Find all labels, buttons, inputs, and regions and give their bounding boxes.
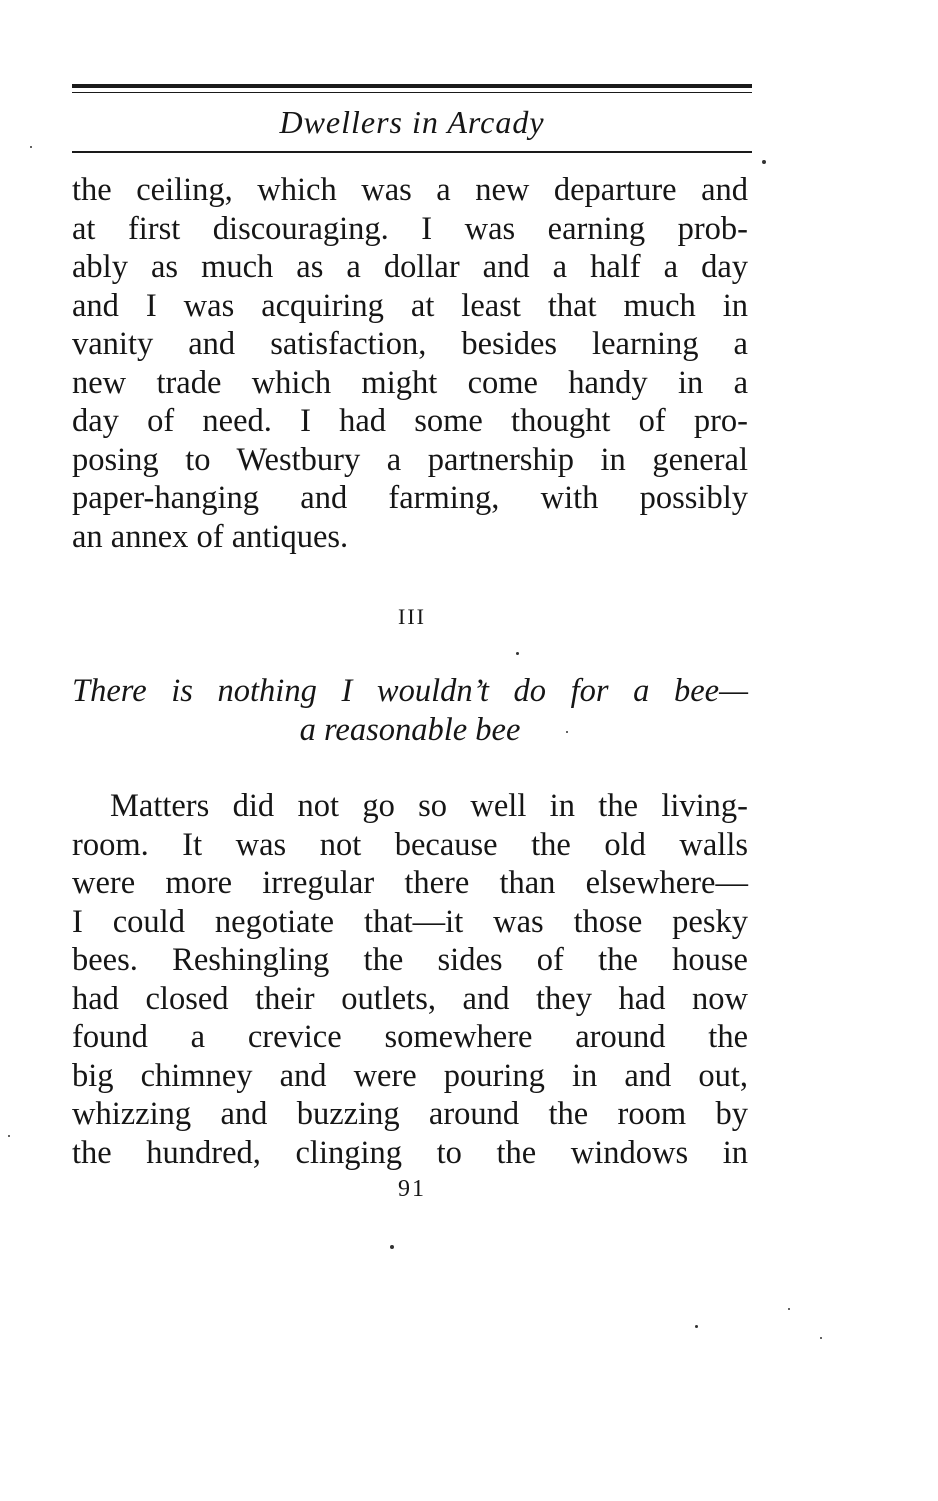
text-line: and I was acquiring at least that much in <box>72 287 748 324</box>
text-line: Matters did not go so well in the living- <box>110 788 748 824</box>
text-line: were more irregular there than elsewhere— <box>72 865 748 901</box>
epigraph-line: a reasonable bee <box>299 711 521 748</box>
text-line: at first discouraging. I was earning prob- <box>72 210 748 247</box>
section-number: III <box>398 604 426 629</box>
scan-speck <box>788 1308 790 1310</box>
text-line: paper-hanging and farming, with possibly <box>72 480 748 516</box>
scan-speck <box>820 1337 822 1339</box>
scan-speck <box>566 731 568 733</box>
header-rule-thick <box>72 84 752 88</box>
text-line: vanity and satisfaction, besides learning a <box>72 326 748 362</box>
text-line: the ceiling, which was a new departure and <box>72 172 748 208</box>
text-line: big chimney and were pouring in and out, <box>72 1057 748 1094</box>
header-rule-thin <box>72 92 752 93</box>
scan-speck <box>762 160 766 164</box>
epigraph-line: There is nothing I wouldn’t do for a bee— <box>72 673 748 709</box>
scan-speck <box>516 652 519 655</box>
scan-speck <box>390 1245 394 1249</box>
paragraph-2 <box>72 787 748 1172</box>
scan-speck <box>30 146 32 148</box>
scan-speck <box>8 1135 10 1137</box>
text-line: room. It was not because the old walls <box>72 826 748 863</box>
text-line: new trade which might come handy in a <box>72 364 748 401</box>
epigraph <box>72 672 748 749</box>
header-underline <box>72 151 752 153</box>
text-line: found a crevice somewhere around the <box>72 1019 748 1055</box>
text-line: an annex of antiques. <box>72 518 349 555</box>
paragraph-1 <box>72 171 748 556</box>
text-line: ably as much as a dollar and a half a day <box>72 249 748 285</box>
page-number: 91 <box>398 1176 426 1202</box>
text-line: had closed their outlets, and they had now <box>72 980 748 1017</box>
text-line: posing to Westbury a partnership in general <box>72 441 748 478</box>
running-header: Dwellers in Arcady <box>279 104 545 140</box>
text-line: I could negotiate that—it was those pesky <box>72 903 748 940</box>
text-line: whizzing and buzzing around the room by <box>72 1096 748 1132</box>
text-line: the hundred, clinging to the windows in <box>72 1134 748 1171</box>
text-line: day of need. I had some thought of pro- <box>72 403 748 439</box>
scan-speck <box>695 1325 698 1328</box>
text-line: bees. Reshingling the sides of the house <box>72 942 748 978</box>
